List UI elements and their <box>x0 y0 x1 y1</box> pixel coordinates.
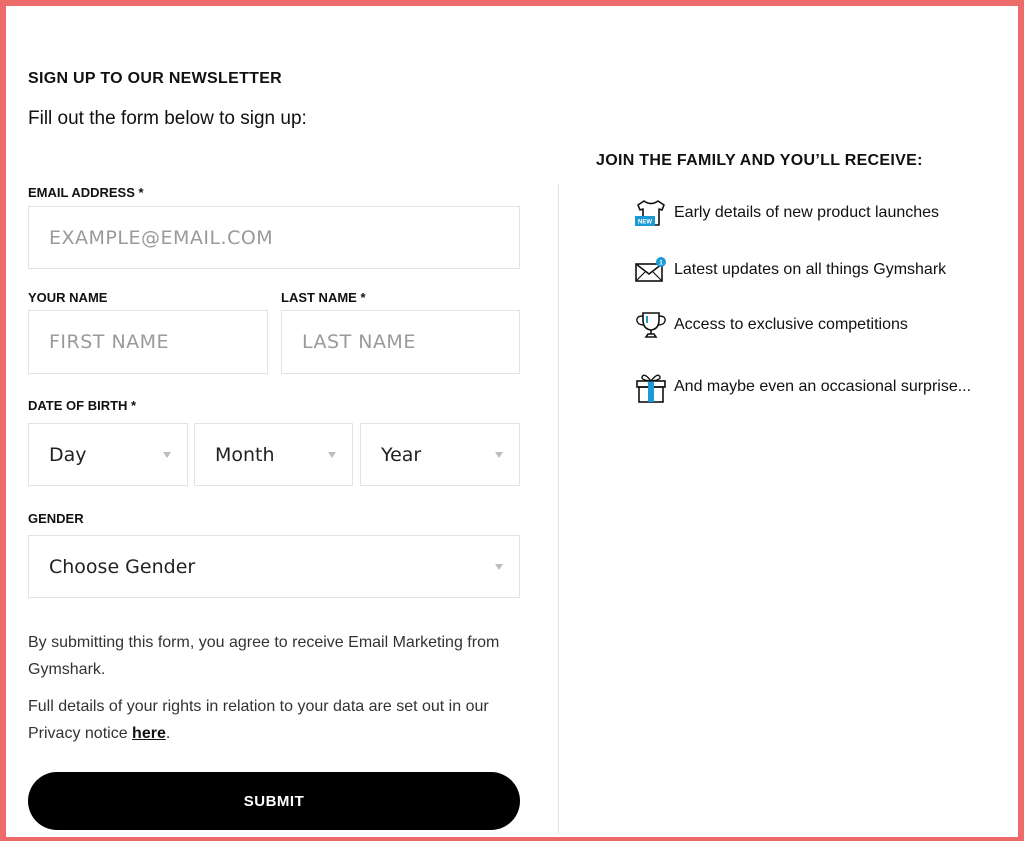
privacy-text-suffix: . <box>165 725 171 742</box>
privacy-link[interactable]: here <box>132 725 166 742</box>
dob-month-select[interactable] <box>194 423 353 486</box>
trophy-icon <box>634 310 668 340</box>
privacy-text <box>28 693 528 747</box>
mail-notification-icon <box>634 256 668 284</box>
submit-button[interactable]: SUBMIT <box>28 772 520 830</box>
benefit-text: Latest updates on all things Gymshark <box>674 261 947 278</box>
chevron-down-icon <box>163 452 171 458</box>
dob-year-select[interactable] <box>360 423 520 486</box>
dob-label: DATE OF BIRTH * <box>28 398 137 413</box>
newsletter-subtitle: Fill out the form below to sign up: <box>28 108 307 129</box>
dob-day-select[interactable] <box>28 423 188 486</box>
benefit-item <box>634 198 939 228</box>
chevron-down-icon <box>495 564 503 570</box>
first-name-field[interactable] <box>49 331 267 353</box>
column-divider <box>558 184 559 834</box>
benefit-item <box>634 310 908 340</box>
email-field[interactable] <box>49 227 519 249</box>
dob-day-value: Day <box>49 443 87 466</box>
benefit-text: And maybe even an occasional surprise... <box>674 378 972 395</box>
privacy-text-prefix: Full details of your rights in relation to your data are set out in our Privacy notice <box>28 698 489 742</box>
gender-value: Choose Gender <box>49 555 196 578</box>
gift-icon <box>634 370 668 404</box>
last-name-field-container <box>281 310 520 374</box>
benefit-item <box>634 256 946 284</box>
email-label: EMAIL ADDRESS * <box>28 185 144 200</box>
chevron-down-icon <box>328 452 336 458</box>
benefits-title: JOIN THE FAMILY AND YOU’LL RECEIVE: <box>596 152 923 169</box>
last-name-label: LAST NAME * <box>281 290 366 305</box>
dob-year-value: Year <box>381 443 422 466</box>
notification-badge-text: 1 <box>659 259 663 267</box>
benefit-text: Access to exclusive competitions <box>674 316 908 333</box>
benefit-text: Early details of new product launches <box>674 204 940 221</box>
consent-text: By submitting this form, you agree to receive Email Marketing from Gymshark. <box>28 634 500 678</box>
chevron-down-icon <box>495 452 503 458</box>
gender-select[interactable] <box>28 535 520 598</box>
dob-month-value: Month <box>215 443 275 466</box>
new-badge-text: NEW <box>638 219 652 226</box>
last-name-field[interactable] <box>302 331 519 353</box>
gender-label: GENDER <box>28 511 84 526</box>
email-field-container <box>28 206 520 269</box>
benefit-item <box>634 370 971 404</box>
newsletter-title: SIGN UP TO OUR NEWSLETTER <box>28 70 283 87</box>
first-name-field-container <box>28 310 268 374</box>
first-name-label: YOUR NAME <box>28 290 108 305</box>
new-tshirt-icon <box>634 198 668 228</box>
